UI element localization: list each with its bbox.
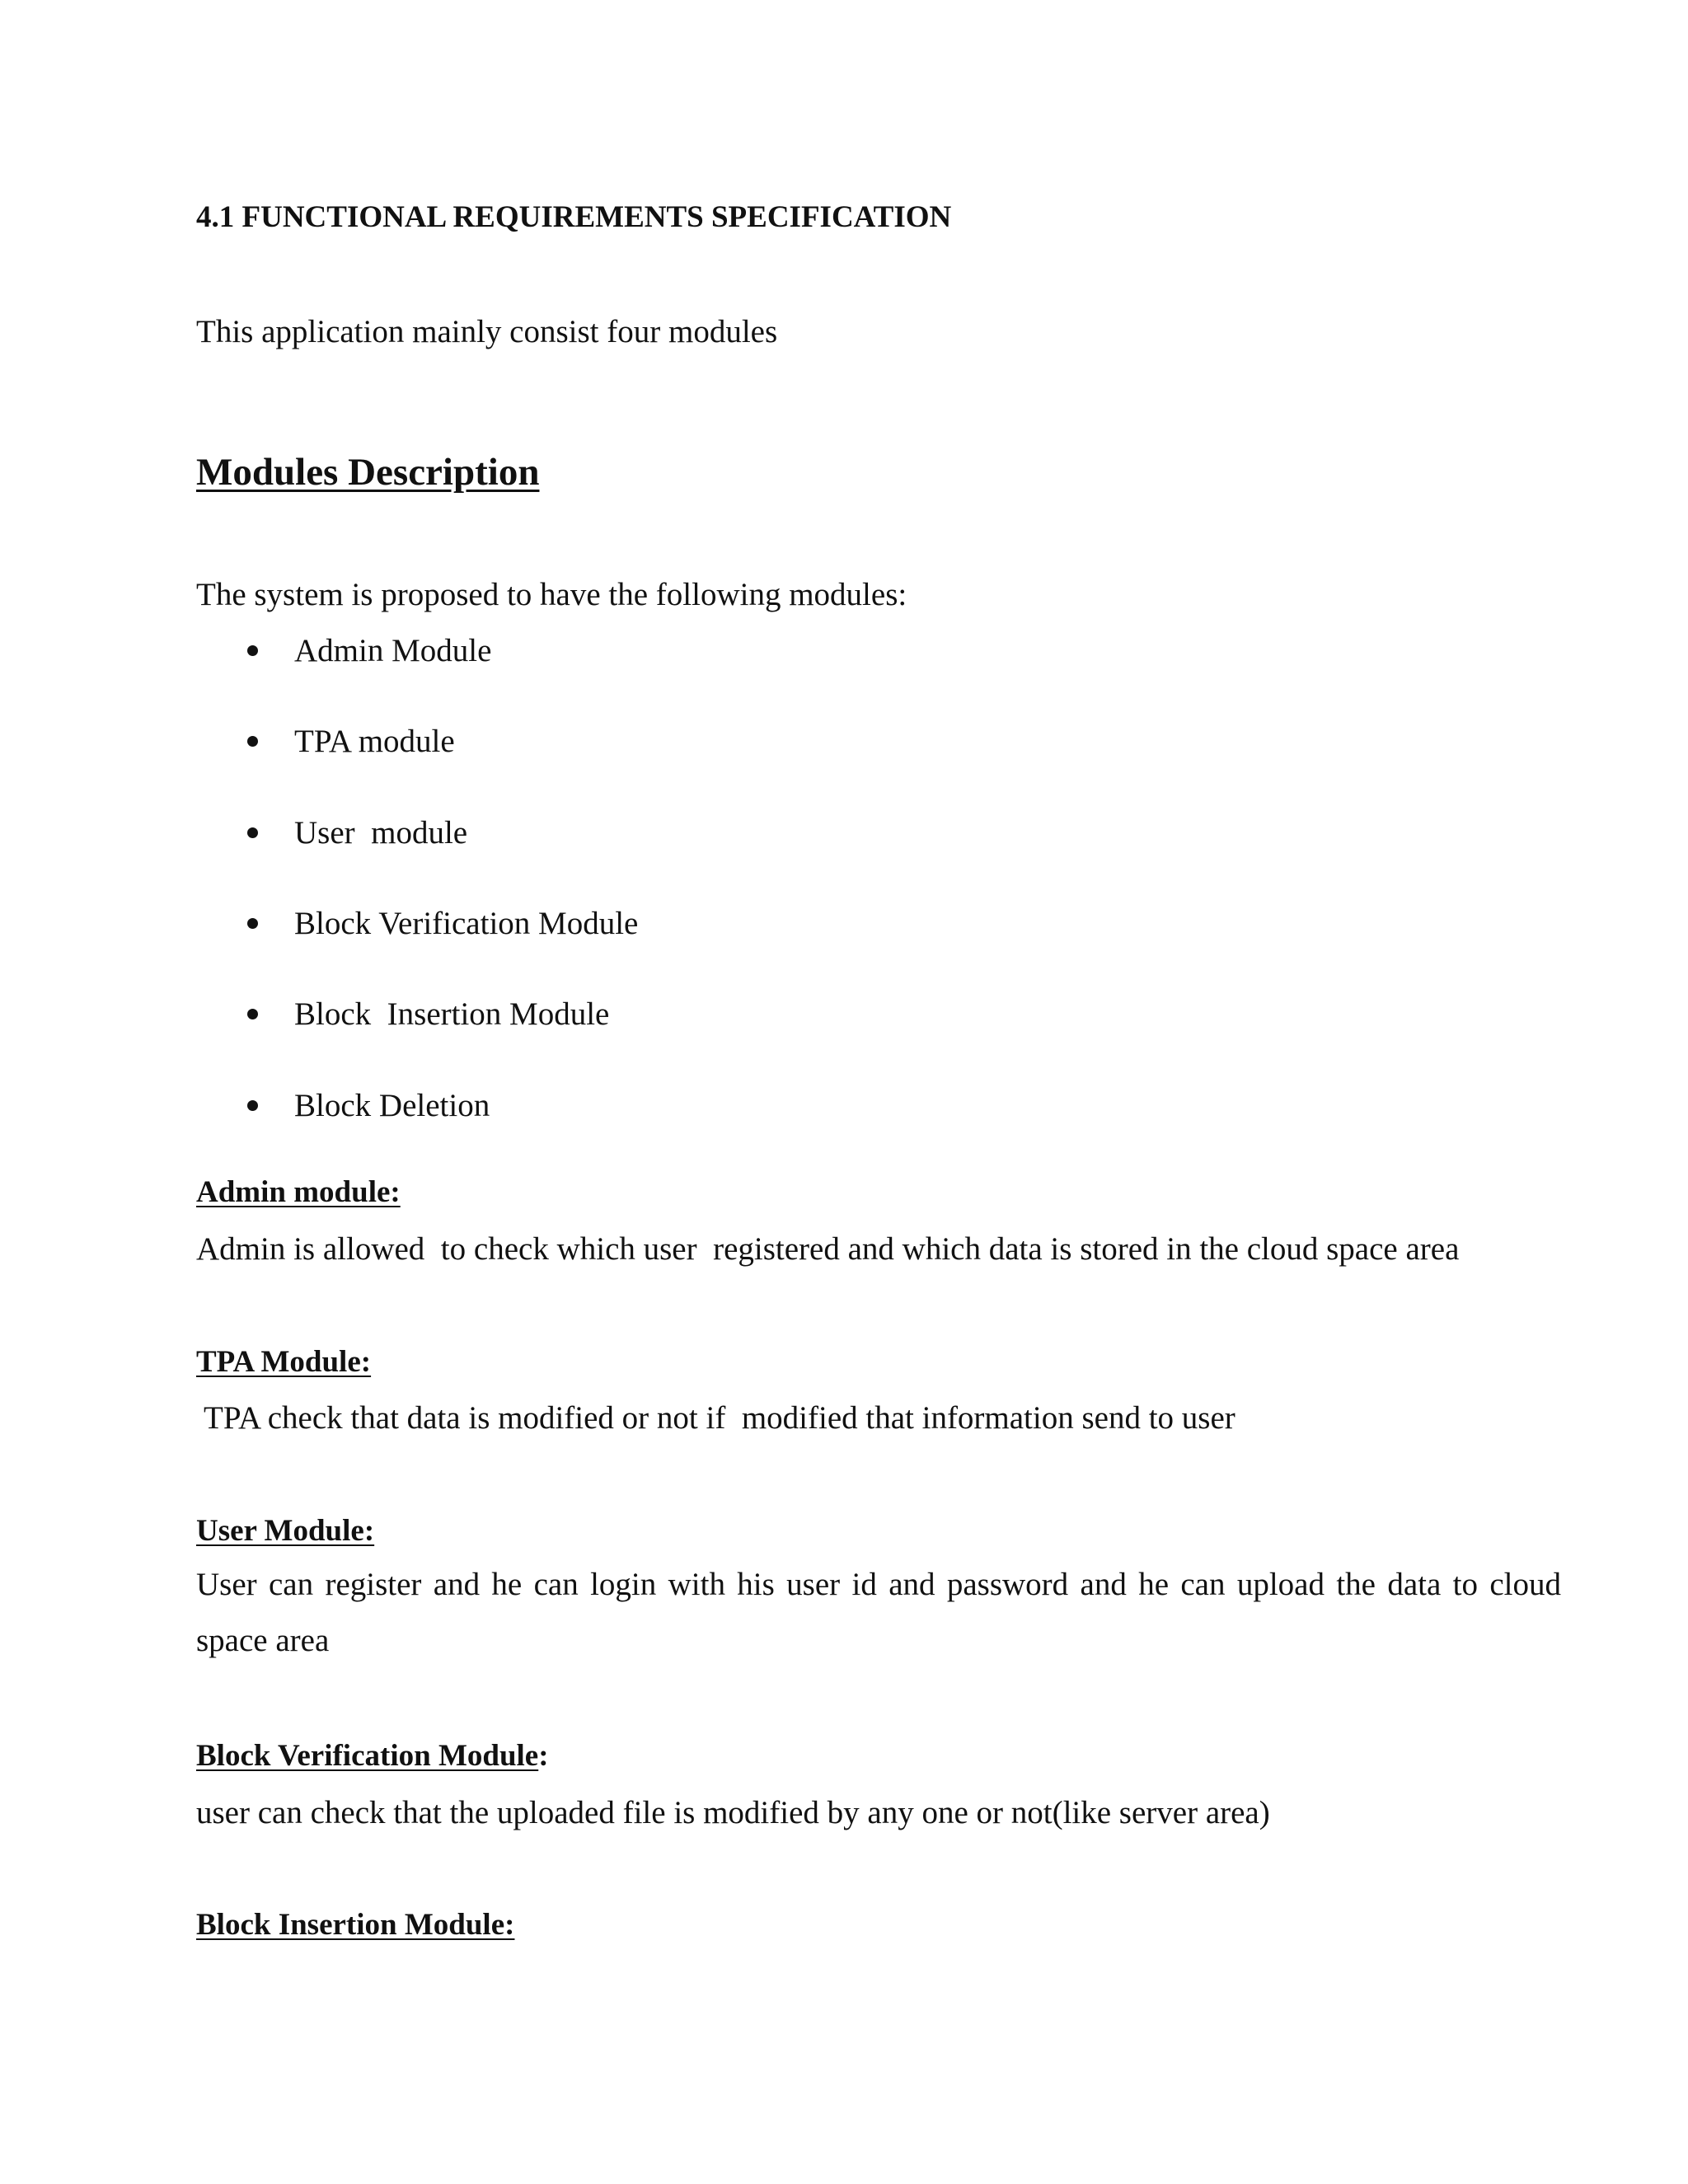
block-verification-heading-text: Block Verification Module <box>196 1739 539 1773</box>
block-verification-module-description: user can check that the uploaded file is modified by any one or not(like server area) <box>196 1795 1270 1830</box>
block-verification-module-heading <box>196 1741 549 1771</box>
list-item-label: Block Insertion Module <box>294 996 610 1032</box>
list-item-label: Block Deletion <box>294 1088 490 1123</box>
list-item-label: Block Verification Module <box>294 906 639 941</box>
tpa-module-description: TPA check that data is modified or not if modified that information send to user <box>196 1400 1236 1436</box>
tpa-module-heading-text: TPA Module: <box>196 1345 372 1379</box>
user-module-description: User can register and he can login with his user id and password and he can upload the data to cloud space area <box>196 1567 1561 1658</box>
user-module-heading <box>196 1516 374 1546</box>
list-item-label: Admin Module <box>294 633 492 668</box>
intro-paragraph: This application mainly consist four modules <box>196 314 778 349</box>
block-verification-heading-colon: : <box>538 1739 549 1773</box>
admin-module-heading-text: Admin module: <box>196 1175 401 1209</box>
bullet-icon <box>247 645 258 656</box>
block-insertion-module-heading <box>196 1910 514 1940</box>
section-title: 4.1 FUNCTIONAL REQUIREMENTS SPECIFICATION <box>196 200 952 234</box>
proposal-paragraph: The system is proposed to have the following modules: <box>196 577 907 612</box>
tpa-module-heading <box>196 1347 371 1377</box>
bullet-icon <box>247 1100 258 1111</box>
admin-module-description: Admin is allowed to check which user registered and which data is stored in the cloud space area <box>196 1231 1460 1267</box>
admin-module-heading <box>196 1177 401 1207</box>
bullet-icon <box>247 736 258 747</box>
bullet-icon <box>247 918 258 929</box>
list-item-label: User module <box>294 815 468 851</box>
user-module-heading-text: User Module: <box>196 1514 375 1548</box>
list-item-label: TPA module <box>294 724 455 759</box>
modules-description-heading: Modules Description <box>196 451 540 494</box>
block-insertion-heading-text: Block Insertion Module: <box>196 1908 515 1942</box>
bullet-icon <box>247 827 258 838</box>
bullet-icon <box>247 1009 258 1019</box>
